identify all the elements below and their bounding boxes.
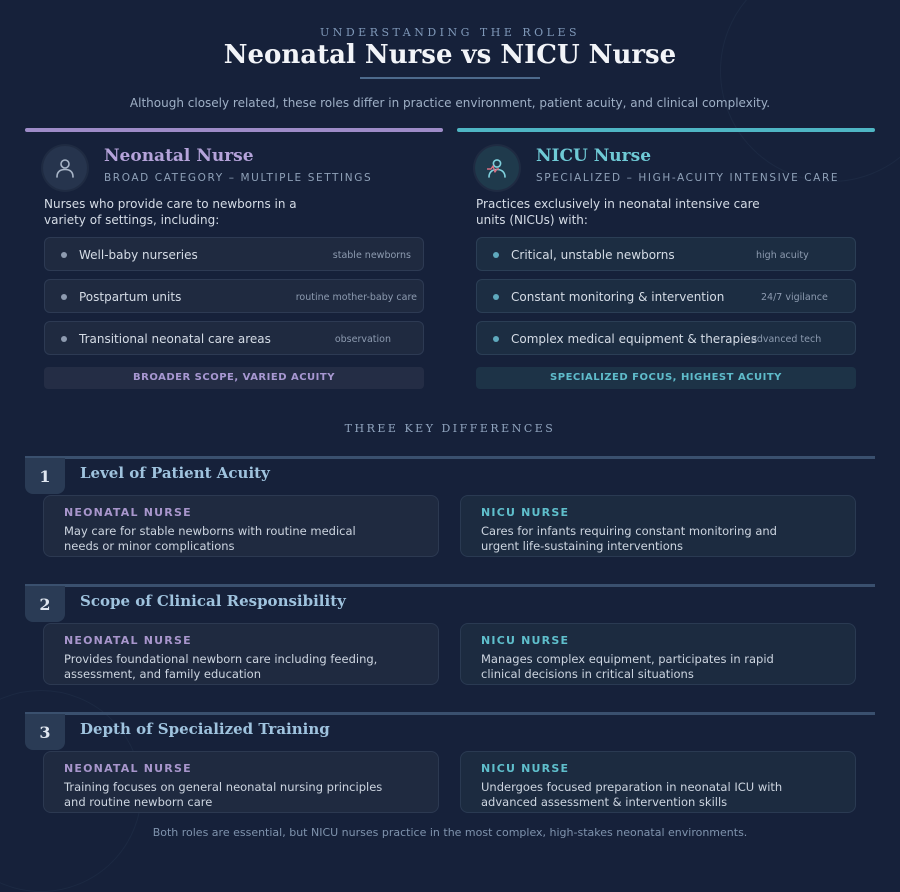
nicu-card	[460, 495, 856, 557]
card-label: NEONATAL NURSE	[64, 506, 192, 519]
difference-block	[25, 712, 875, 830]
scope-badge: SPECIALIZED FOCUS, HIGHEST ACUITY	[476, 367, 856, 389]
neonatal-card	[43, 751, 439, 813]
card-text: May care for stable newborns with routine medical needs or minor complications	[64, 524, 356, 553]
difference-title: Depth of Specialized Training	[80, 720, 330, 738]
role-description: Practices exclusively in neonatal intensive care units (NICUs) with:	[476, 197, 760, 227]
item-note: observation	[334, 334, 391, 345]
page-subtitle: Although closely related, these roles differ in practice environment, patient acuity, and clinical complexity.	[129, 96, 771, 110]
bullet-icon	[493, 294, 499, 300]
divider	[25, 456, 875, 459]
title-underline	[360, 77, 540, 79]
neonatal-card	[43, 623, 439, 685]
list-item	[44, 237, 424, 271]
role-tagline: SPECIALIZED – HIGH-ACUITY INTENSIVE CARE	[536, 172, 840, 184]
item-label: Critical, unstable newborns	[511, 248, 675, 262]
bullet-icon	[493, 252, 499, 258]
card-text: Provides foundational newborn care including feeding, assessment, and family education	[64, 652, 378, 681]
role-description: Nurses who provide care to newborns in a variety of settings, including:	[44, 197, 297, 227]
accent-bar	[25, 128, 443, 132]
role-header	[43, 146, 433, 192]
person-heartbeat-icon	[475, 146, 519, 190]
role-name: NICU Nurse	[536, 146, 652, 166]
list-item	[476, 237, 856, 271]
difference-block	[25, 584, 875, 702]
section-heading: THREE KEY DIFFERENCES	[344, 422, 556, 435]
nicu-nurse-panel	[457, 128, 875, 383]
difference-title: Scope of Clinical Responsibility	[80, 592, 346, 610]
card-label: NICU NURSE	[481, 762, 570, 775]
item-label: Transitional neonatal care areas	[79, 332, 271, 346]
difference-number: 2	[25, 586, 65, 622]
list-item	[476, 279, 856, 313]
card-text: Training focuses on general neonatal nursing principles and routine newborn care	[64, 780, 383, 809]
difference-title: Level of Patient Acuity	[80, 464, 270, 482]
list-item	[476, 321, 856, 355]
neonatal-nurse-panel	[25, 128, 443, 383]
item-note: routine mother-baby care	[295, 292, 417, 303]
bullet-icon	[61, 252, 67, 258]
item-label: Well-baby nurseries	[79, 248, 198, 262]
divider	[25, 712, 875, 715]
accent-bar	[457, 128, 875, 132]
bullet-icon	[61, 336, 67, 342]
difference-block	[25, 456, 875, 574]
page-title: Neonatal Nurse vs NICU Nurse	[223, 40, 677, 70]
role-tagline: BROAD CATEGORY – MULTIPLE SETTINGS	[104, 172, 373, 184]
card-text: Undergoes focused preparation in neonatal ICU with advanced assessment & intervention skills	[481, 780, 783, 809]
eyebrow-text: UNDERSTANDING THE ROLES	[319, 26, 581, 39]
list-item	[44, 321, 424, 355]
role-header	[475, 146, 865, 192]
card-text: Manages complex equipment, participates in rapid clinical decisions in critical situations	[481, 652, 774, 681]
item-note: high acuity	[756, 250, 809, 261]
neonatal-card	[43, 495, 439, 557]
item-note: stable newborns	[332, 250, 411, 261]
card-label: NEONATAL NURSE	[64, 762, 192, 775]
card-label: NICU NURSE	[481, 506, 570, 519]
person-icon	[43, 146, 87, 190]
difference-number: 1	[25, 458, 65, 494]
list-item	[44, 279, 424, 313]
nicu-card	[460, 751, 856, 813]
footer-note: Both roles are essential, but NICU nurses practice in the most complex, high-stakes neonatal environments.	[152, 826, 748, 839]
role-name: Neonatal Nurse	[104, 146, 254, 166]
setting-list	[44, 237, 424, 363]
divider	[25, 584, 875, 587]
bullet-icon	[61, 294, 67, 300]
item-note: 24/7 vigilance	[761, 292, 828, 303]
scope-badge: BROADER SCOPE, VARIED ACUITY	[44, 367, 424, 389]
bullet-icon	[493, 336, 499, 342]
difference-number: 3	[25, 714, 65, 750]
item-label: Postpartum units	[79, 290, 182, 304]
setting-list	[476, 237, 856, 363]
card-label: NEONATAL NURSE	[64, 634, 192, 647]
item-label: Complex medical equipment & therapies	[511, 332, 758, 346]
card-text: Cares for infants requiring constant monitoring and urgent life-sustaining interventions	[481, 524, 777, 553]
item-label: Constant monitoring & intervention	[511, 290, 725, 304]
nicu-card	[460, 623, 856, 685]
item-note: advanced tech	[751, 334, 822, 345]
card-label: NICU NURSE	[481, 634, 570, 647]
